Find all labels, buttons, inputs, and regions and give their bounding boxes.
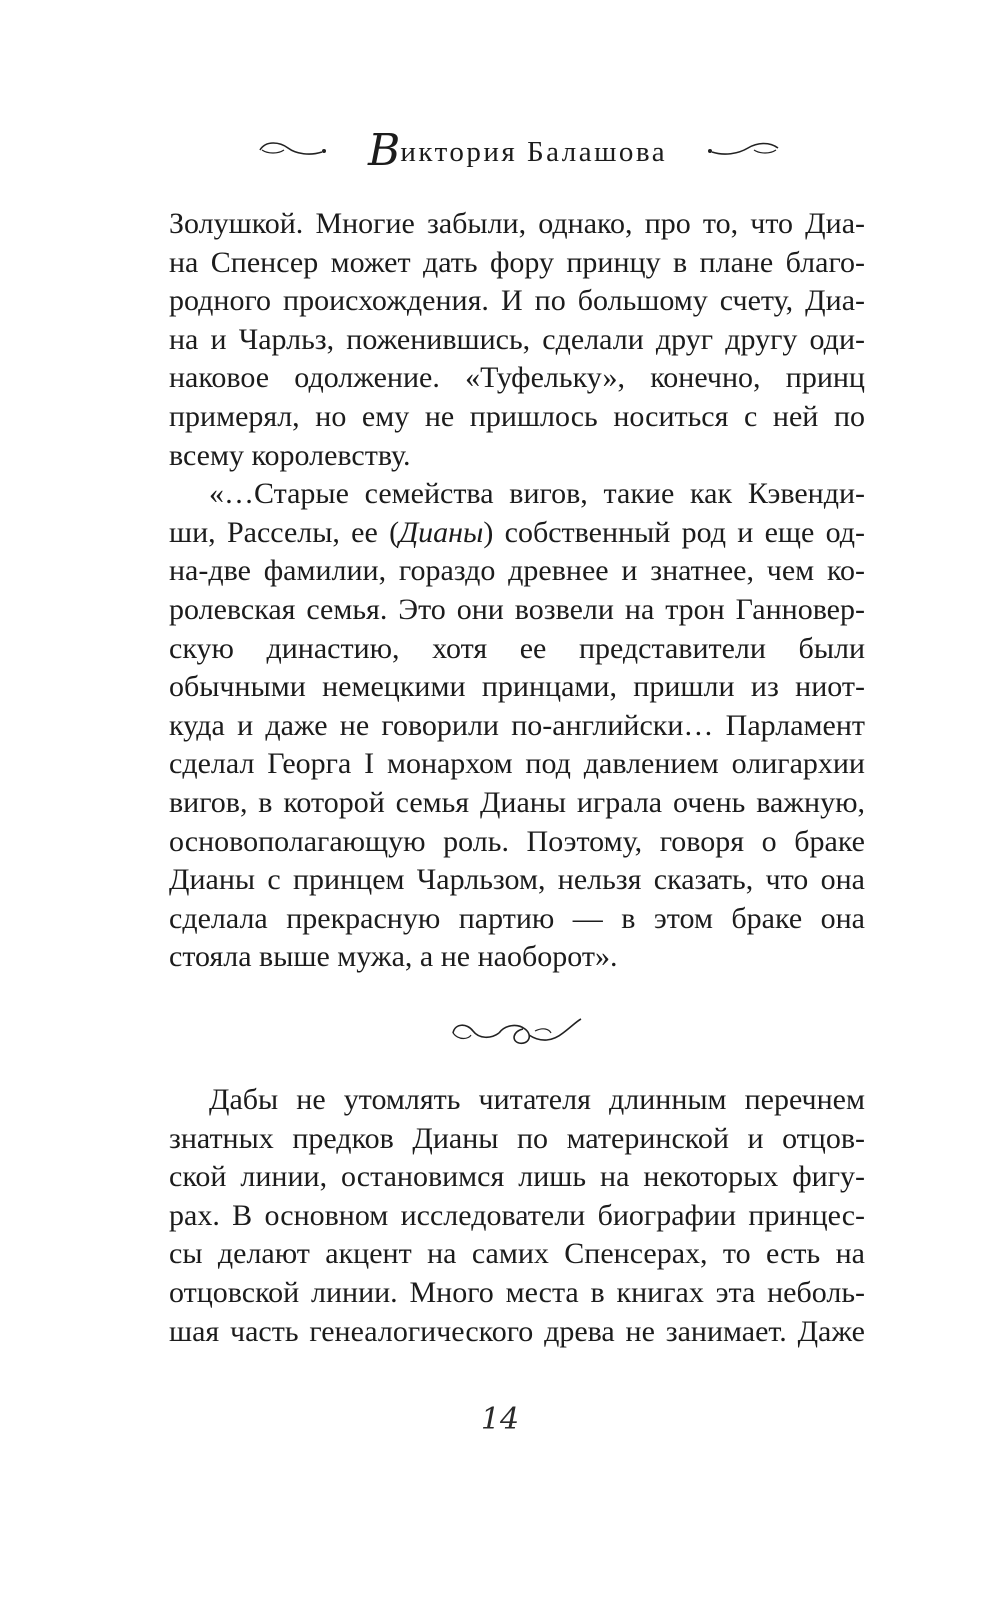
text-line: стояла выше мужа, а не наоборот». [169,940,618,974]
text-line: на и Чарльз, поженившись, сделали друг другу оди- [169,322,865,356]
text-line: Дианы с принцем Чарльзом, нельзя сказать, что она [169,863,865,897]
running-head [0,126,1000,176]
text-line: знатных предков Дианы по материнской и отцов- [169,1121,865,1155]
quote-italic-name: Дианы [399,515,484,549]
text-line [169,514,865,553]
text-line: ролевская семья. Это они возвели на трон Ганновер- [169,592,865,626]
section-ornament-icon [449,1013,585,1053]
text-line: вигов, в которой семья Дианы играла очень важную, [169,785,865,819]
text-line: всему королевству. [169,438,411,472]
text-line: скую династию, хотя ее представители были [169,631,865,665]
text-line: ской линии, остановимся лишь на некоторых фигу- [169,1160,865,1194]
text-line: Дабы не утомлять читателя длинным перечнем [209,1083,865,1116]
text-line: примерял, но ему не пришлось носиться с ней по [169,399,865,433]
text-line: отцовской линии. Много места в книгах эта неболь- [169,1275,865,1309]
page-number: 14 [480,1402,520,1437]
text-line: шая часть генеалогического древа не занимает. Даже [169,1314,865,1348]
text-line: на-две фамилии, гораздо древнее и знатнее, чем ко- [169,554,865,588]
main-text-bottom [169,1081,865,1351]
flourish-right-icon [706,138,780,162]
paragraph-3 [169,1081,865,1351]
text-line: куда и даже не говорили по-английски… Парламент [169,708,865,742]
text-line: Золушкой. Многие забыли, однако, про то, что Диа- [169,207,865,240]
running-head-title [368,126,698,177]
text-line: рах. В основном исследователи биографии принцес- [169,1198,865,1232]
text-line: основополагающую роль. Поэтому, говоря о браке [169,824,865,858]
quote-text: ) собственный род и еще од- [483,515,865,549]
text-line: на Спенсер может дать фору принцу в плане благо- [169,245,865,279]
text-line: «…Старые семейства вигов, такие как Кэвенди- [209,477,865,511]
text-line: сделала прекрасную партию — в этом браке она [169,901,865,935]
quote-paragraph [169,475,865,977]
text-line: обычными немецкими принцами, пришли из ниот- [169,670,865,704]
text-line: сделал Георга I монархом под давлением олигархии [169,747,865,781]
running-head-initial: В [368,125,401,176]
text-line: сы делают акцент на самих Спенсерах, то есть на [169,1237,865,1271]
running-head-rest: иктория Балашова [400,136,668,168]
text-line: наковое одолжение. «Туфельку», конечно, принц [169,361,865,395]
quote-text: ши, Расселы, ее ( [169,515,400,549]
text-line: родного происхождения. И по большому счету, Диа- [169,284,865,318]
main-text-top [169,205,865,977]
paragraph-1 [169,205,865,475]
flourish-left-icon [258,138,328,162]
